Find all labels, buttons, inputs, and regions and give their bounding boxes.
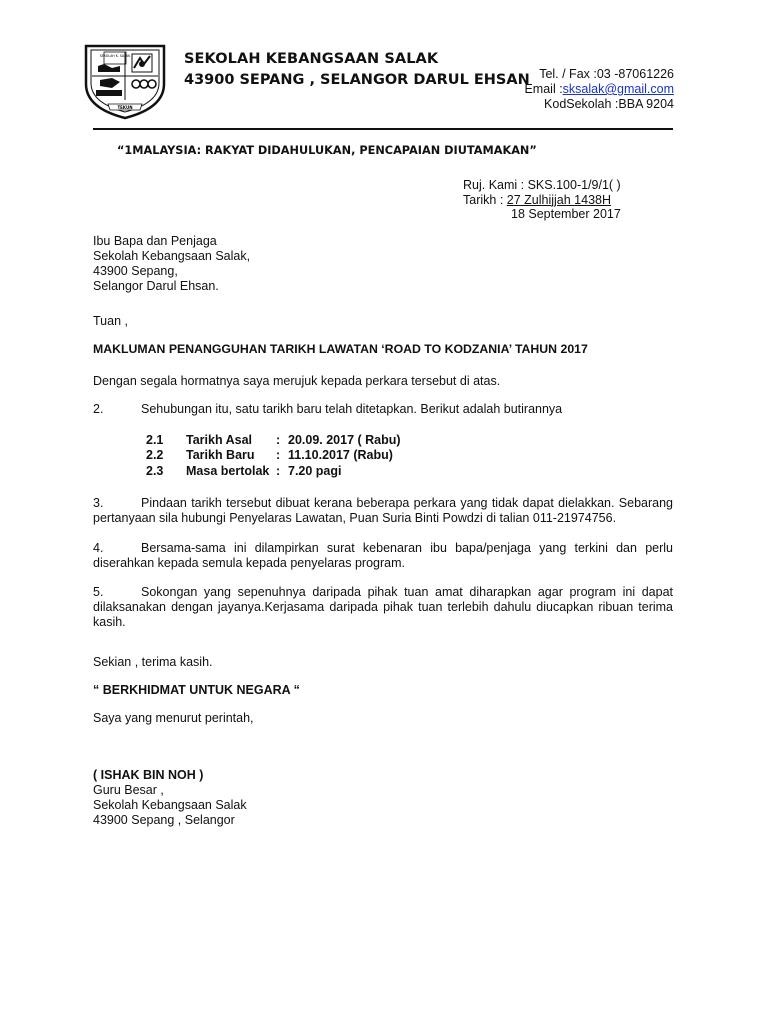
paragraph-text: Sokongan yang sepenuhnya daripada pihak tuan amat diharapkan agar program ini dapat dilaksanakan dengan jayanya.Kerjasama daripada pihak tuan terlebih dahulu diucapkan ribuan terima kasih.	[93, 585, 673, 629]
detail-sep: :	[276, 448, 281, 463]
recipient-line: Selangor Darul Ehsan.	[93, 279, 219, 293]
yours-faithfully: Saya yang menurut perintah,	[93, 711, 254, 725]
letter-subject: MAKLUMAN PENANGGUHAN TARIKH LAWATAN ‘ROAD TO KODZANIA’ TAHUN 2017	[93, 342, 588, 356]
detail-label: Tarikh Baru	[186, 448, 255, 463]
salutation: Tuan ,	[93, 314, 128, 328]
school-crest-logo	[82, 38, 168, 122]
email-label: Email :	[524, 82, 563, 96]
paragraph-text: Bersama-sama ini dilampirkan surat kebenaran ibu bapa/penjaga yang terkini dan perlu diserahkan kepada semula kepada penyelaras program.	[93, 541, 673, 570]
school-name: SEKOLAH KEBANGSAAN SALAK	[184, 51, 439, 67]
contact-block	[524, 67, 674, 112]
hijri-date: 27 Zulhijjah 1438H	[506, 192, 612, 207]
phone-fax: Tel. / Fax :03 -87061226	[539, 67, 674, 81]
date-line	[463, 193, 621, 208]
recipient-line: Ibu Bapa dan Penjaga	[93, 234, 217, 248]
paragraph-text: Sehubungan itu, satu tarikh baru telah ditetapkan. Berikut adalah butirannya	[141, 402, 563, 416]
date-label: Tarikh :	[463, 192, 507, 207]
paragraph-2	[93, 402, 562, 416]
detail-label: Tarikh Asal	[186, 432, 252, 447]
national-motto: “1MALAYSIA: RAKYAT DIDAHULUKAN, PENCAPAIAN DIUTAMAKAN”	[117, 144, 537, 157]
paragraph-number: 3.	[93, 496, 104, 510]
signatory-school: Sekolah Kebangsaan Salak	[93, 798, 247, 812]
details-row	[146, 448, 401, 464]
trip-details-table	[146, 432, 401, 479]
service-tagline: “ BERKHIDMAT UNTUK NEGARA “	[93, 683, 300, 697]
paragraph-1: Dengan segala hormatnya saya merujuk kepada perkara tersebut di atas.	[93, 374, 501, 388]
recipient-address	[93, 234, 250, 294]
recipient-line: Sekolah Kebangsaan Salak,	[93, 249, 251, 263]
detail-label: Masa bertolak	[186, 463, 270, 478]
email-line	[524, 82, 674, 97]
paragraph-5	[93, 585, 673, 630]
header-divider	[93, 128, 673, 130]
paragraph-4	[93, 541, 673, 571]
school-code: KodSekolah :BBA 9204	[544, 97, 674, 111]
email-link[interactable]: sksalak@gmail.com	[562, 82, 674, 96]
signatory-title: Guru Besar ,	[93, 783, 164, 797]
recipient-line: 43900 Sepang,	[93, 264, 178, 278]
detail-value: 20.09. 2017 ( Rabu)	[288, 432, 401, 447]
paragraph-number: 2.	[93, 402, 104, 416]
detail-num: 2.2	[146, 448, 164, 463]
details-row	[146, 463, 401, 479]
detail-num: 2.3	[146, 463, 164, 478]
closing-remark: Sekian , terima kasih.	[93, 655, 213, 669]
school-address: 43900 SEPANG , SELANGOR DARUL EHSAN	[184, 72, 530, 88]
reference-number: Ruj. Kami : SKS.100-1/9/1( )	[463, 178, 621, 192]
detail-num: 2.1	[146, 432, 164, 447]
detail-sep: :	[276, 432, 281, 447]
details-row	[146, 432, 401, 448]
paragraph-number: 5.	[93, 585, 104, 599]
signatory-name: ( ISHAK BIN NOH )	[93, 768, 204, 782]
reference-block	[463, 178, 621, 222]
paragraph-text: Pindaan tarikh tersebut dibuat kerana beberapa perkara yang tidak dapat dielakkan. Sebarang pertanyaan sila hubungi Penyelaras Lawatan, Puan Suria Binti Powdzi di talian 011-21974756.	[93, 496, 673, 525]
logo-bottom-text: TEKUN	[117, 105, 133, 110]
signatory-address: 43900 Sepang , Selangor	[93, 813, 235, 827]
logo-top-text: SEKOLAH K. SALAK	[99, 54, 131, 58]
paragraph-number: 4.	[93, 541, 104, 555]
detail-value: 11.10.2017 (Rabu)	[288, 448, 393, 463]
detail-value: 7.20 pagi	[288, 463, 342, 478]
detail-sep: :	[276, 463, 281, 478]
paragraph-3	[93, 496, 673, 526]
signature-block	[93, 768, 247, 828]
gregorian-date: 18 September 2017	[511, 207, 621, 221]
